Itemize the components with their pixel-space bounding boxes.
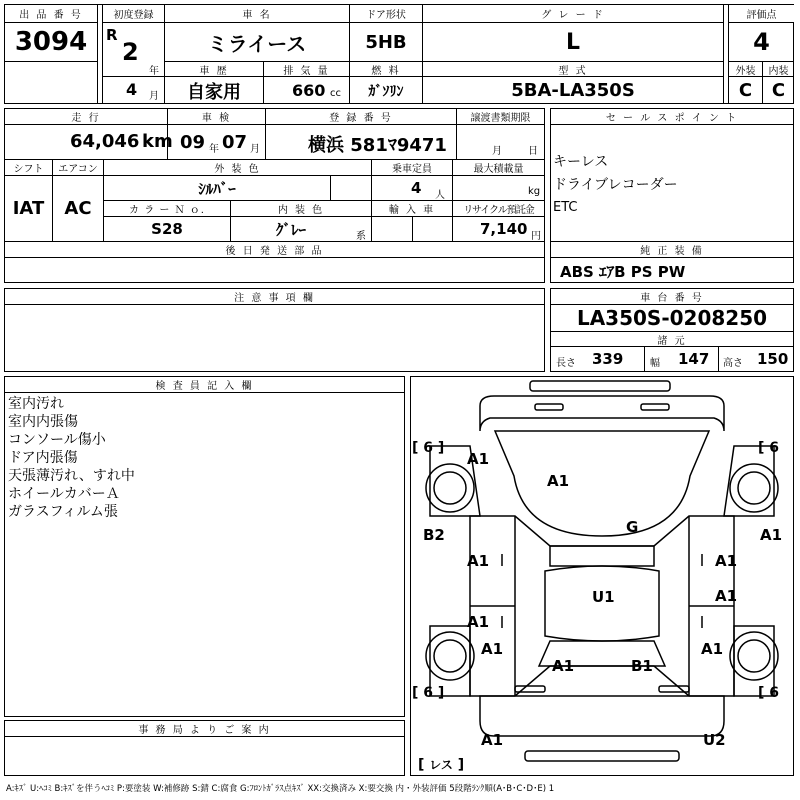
damage-front-left-fender: A1 <box>467 450 490 468</box>
legend: A:ｷｽﾞ U:ﾍｺﾐ B:ｷｽﾞを伴うﾍｺﾐ P:要塗装 W:補修跡 S:錆 C:腐食 G:ﾌﾛﾝﾄｶﾞﾗｽ点ｷｽﾞ XX:交換済み X:要交換 内・外装評価 5段階ﾗﾝｸ順(A･B･C･D･E) 1 <box>6 784 555 794</box>
tire-front-right: [ 6 <box>758 440 780 456</box>
first-reg-label: 初度登録 <box>103 5 164 23</box>
spare-tire: [ レス ] <box>418 757 465 773</box>
inspector-note-2: 室内内張傷 <box>8 414 78 430</box>
damage-roof: U1 <box>592 588 615 606</box>
history-label: 車 歴 <box>199 65 229 77</box>
recycle: 7,140 <box>480 220 528 238</box>
damage-right-rear-door: A1 <box>715 587 738 605</box>
color-no: S28 <box>151 220 183 238</box>
damage-hood: A1 <box>547 472 570 490</box>
length-label: 長さ <box>556 358 576 369</box>
model-label: 型 式 <box>558 65 588 77</box>
era: R <box>106 26 118 44</box>
sales-point-3: ETC <box>553 200 578 215</box>
import-label: 輸 入 車 <box>388 205 436 216</box>
damage-rear-bumper-left: A1 <box>481 731 504 749</box>
score-label: 評価点 <box>729 5 794 23</box>
fuel: ｶﾞｿﾘﾝ <box>368 83 404 100</box>
first-reg-year: 2 <box>122 38 139 66</box>
damage-rear-right: U2 <box>703 731 726 749</box>
capacity-label: 乗車定員 <box>392 164 432 175</box>
sales-label: セ ー ル ス ポ イ ン ト <box>551 109 793 125</box>
damage-right-front-door: A1 <box>715 552 738 570</box>
grade-label: グ レ ー ド <box>423 5 723 23</box>
mileage-label: 走 行 <box>5 109 167 125</box>
model: 5BA-LA350S <box>511 80 635 101</box>
inspection-label: 車 検 <box>168 109 265 125</box>
displacement: 660 <box>292 81 326 100</box>
chassis-label: 車 台 番 号 <box>551 289 793 305</box>
inspector-label: 検 査 員 記 入 欄 <box>5 377 404 393</box>
exterior-score: C <box>738 80 753 101</box>
load-unit: kg <box>528 186 541 197</box>
shift-label: シフト <box>13 164 44 175</box>
damage-left-rear-door: A1 <box>467 613 490 631</box>
transfer-day-unit: 日 <box>528 146 538 157</box>
displacement-label: 排 気 量 <box>283 65 330 77</box>
tire-rear-right: [ 6 <box>758 685 780 701</box>
damage-left-rear-fender: A1 <box>481 640 504 658</box>
sales-point-1: キーレス <box>553 154 609 170</box>
ac: AC <box>64 198 92 219</box>
interior-label: 内装 <box>768 65 789 77</box>
interior-color-unit: 系 <box>356 231 366 242</box>
score: 4 <box>753 28 770 56</box>
inspector-note-7: ガラスフィルム張 <box>8 504 118 520</box>
height: 150 <box>757 350 789 368</box>
damage-left-front-door: A1 <box>467 552 490 570</box>
color-no-label: カ ラ ー Ｎ ｏ. <box>129 205 205 216</box>
lot-label: 出 品 番 号 <box>5 5 97 23</box>
tire-rear-left: [ 6 ] <box>412 685 445 701</box>
width: 147 <box>678 350 710 368</box>
year-unit: 年 <box>149 66 159 77</box>
recycle-label: リサイクル預託金 <box>463 205 534 216</box>
dims-label: 諸 元 <box>551 332 793 347</box>
inspector-note-6: ホイールカバーＡ <box>8 486 120 502</box>
sales-points-block <box>550 108 794 242</box>
reg-number: 横浜 581ﾏ9471 <box>308 135 447 156</box>
mileage: 64,046 <box>70 131 140 152</box>
later-parts-label: 後 日 発 送 部 品 <box>5 242 544 258</box>
inspection-year-unit: 年 <box>209 144 219 155</box>
inspection-month-unit: 月 <box>250 144 260 155</box>
chassis-number: LA350S-0208250 <box>576 306 768 330</box>
transfer-label: 譲渡書類期限 <box>457 109 544 125</box>
genuine-label: 純 正 装 備 <box>551 242 793 258</box>
grade: L <box>565 29 581 55</box>
exterior-label: 外装 <box>735 65 756 77</box>
damage-back-left: A1 <box>552 657 575 675</box>
damage-left-front: B2 <box>423 526 445 544</box>
shift: IAT <box>12 198 45 219</box>
reg-label: 登 録 番 号 <box>266 109 456 125</box>
first-reg-month: 4 <box>126 80 138 99</box>
genuine-equipment: ABS ｴｱB PS PW <box>560 263 686 281</box>
inspection-year: 09 <box>180 132 206 153</box>
inspector-note-4: ドア内張傷 <box>8 450 78 466</box>
month-unit: 月 <box>149 91 159 102</box>
notes-label: 注 意 事 項 欄 <box>5 289 544 305</box>
inspector-note-3: コンソール傷小 <box>8 432 106 448</box>
car-name-label: 車 名 <box>165 5 349 23</box>
exterior-color: ｼﾙﾊﾞｰ <box>198 179 236 198</box>
damage-back-right: B1 <box>631 657 653 675</box>
capacity: 4 <box>411 179 422 197</box>
height-label: 高さ <box>723 358 743 369</box>
length: 339 <box>592 350 624 368</box>
transfer-month-unit: 月 <box>492 146 502 157</box>
office-label: 事 務 局 よ り ご 案 内 <box>5 721 404 737</box>
inspection-month: 07 <box>222 132 248 153</box>
door-shape: 5HB <box>365 31 407 53</box>
lot-number: 3094 <box>14 27 88 57</box>
inspector-note-5: 天張薄汚れ、すれ中 <box>8 468 135 484</box>
damage-right-rear-fender: A1 <box>701 640 724 658</box>
sales-point-2: ドライブレコーダー <box>553 177 678 193</box>
inspector-note-1: 室内汚れ <box>8 396 64 412</box>
color-label: 外 装 色 <box>214 164 261 175</box>
ac-label: エアコン <box>58 164 98 175</box>
damage-right-front: A1 <box>760 526 783 544</box>
interior-score: C <box>771 80 786 101</box>
car-name: ミライース <box>207 31 307 56</box>
interior-color: ｸﾞﾚｰ <box>275 220 306 239</box>
width-label: 幅 <box>650 358 660 369</box>
capacity-unit: 人 <box>435 190 445 201</box>
recycle-unit: 円 <box>531 231 541 242</box>
load-label: 最大積載量 <box>473 164 524 175</box>
displacement-unit: cc <box>330 88 341 99</box>
fuel-label: 燃 料 <box>371 65 401 77</box>
interior-color-label: 内 装 色 <box>277 205 325 216</box>
history: 自家用 <box>187 81 241 103</box>
damage-windshield: G <box>626 518 639 536</box>
door-label: ドア形状 <box>350 5 422 23</box>
tire-front-left: [ 6 ] <box>412 440 445 456</box>
car-outline-svg <box>410 376 794 776</box>
mileage-unit: km <box>142 131 173 152</box>
